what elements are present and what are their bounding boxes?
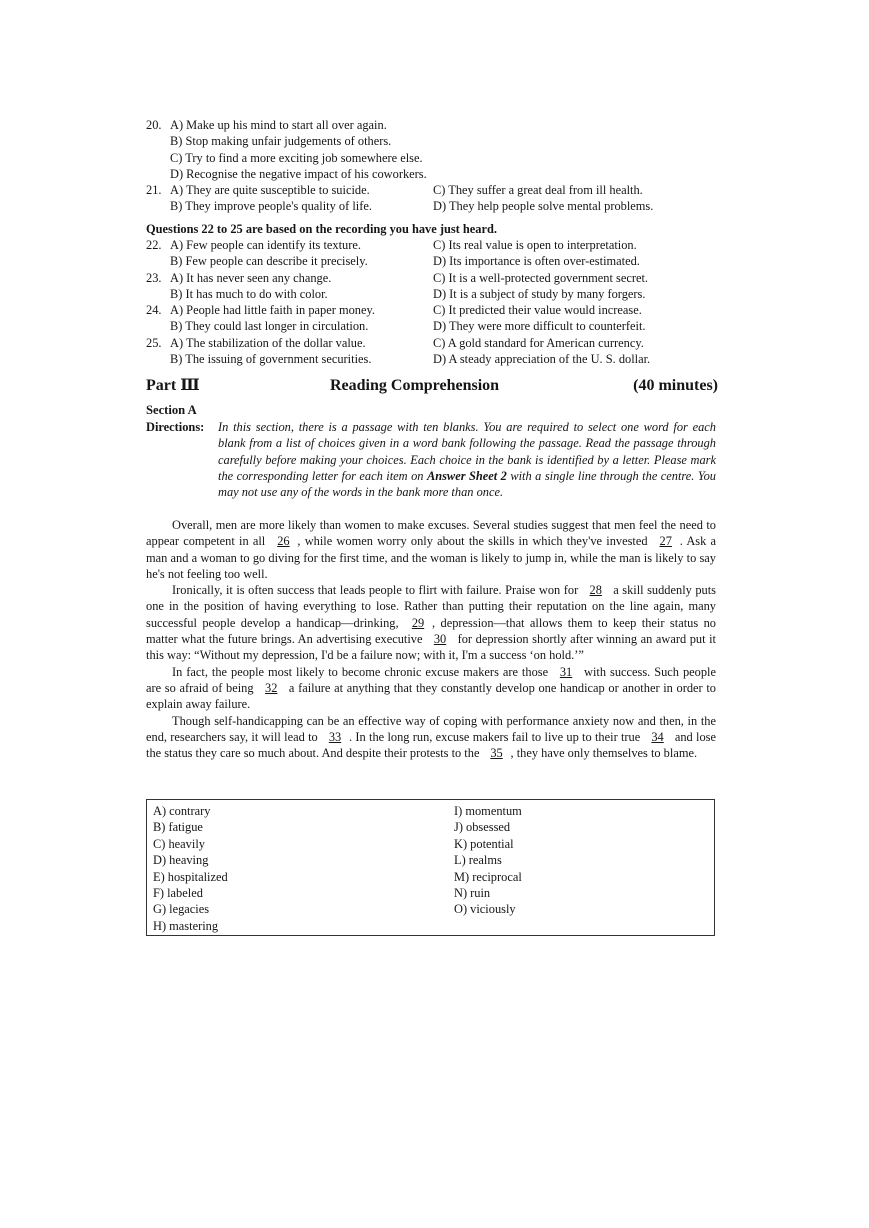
question-20-option-c xyxy=(146,150,716,166)
question-20-option-b xyxy=(146,133,716,149)
passage-text: and lose the status they care so much about. And despite their protests to the xyxy=(146,729,717,761)
option-d: D) They help people solve mental problems. xyxy=(433,199,654,214)
passage xyxy=(146,517,716,761)
word-choice-k: K) potential xyxy=(454,836,514,851)
option-a: A) They are quite susceptible to suicide. xyxy=(170,183,370,198)
word-choice-j: J) obsessed xyxy=(454,820,511,835)
passage-text: with success. Such people are so afraid of being xyxy=(146,664,716,695)
option-d: D) They were more difficult to counterfeit. xyxy=(433,319,646,334)
question-number: 20. xyxy=(146,118,162,132)
question-block-top xyxy=(146,117,716,215)
word-choice-c: C) heavily xyxy=(153,836,205,851)
word-bank-right-column xyxy=(454,803,522,918)
paragraph-2 xyxy=(146,582,716,663)
option-c: C) Try to find a more exciting job somewhere else. xyxy=(170,150,423,165)
answer-sheet-emphasis: Answer Sheet 2 xyxy=(426,468,507,483)
question-number: 21. xyxy=(146,183,162,198)
option-a: A) The stabilization of the dollar value. xyxy=(170,335,366,350)
blank-27: 27 xyxy=(659,534,672,549)
part-label: Part Ⅲ xyxy=(146,377,200,394)
word-bank xyxy=(146,799,715,936)
word-bank-left-column xyxy=(153,803,228,934)
question-number: 25. xyxy=(146,335,162,350)
option-a: A) It has never seen any change. xyxy=(170,270,332,285)
word-choice-h: H) mastering xyxy=(153,918,219,933)
question-number: 23. xyxy=(146,270,162,285)
question-number: 22. xyxy=(146,238,162,252)
word-choice-l: L) realms xyxy=(454,853,502,868)
passage-text: , depression—that allows them to keep their status no matter what the future brings. An advertising executive xyxy=(146,615,716,647)
blank-26: 26 xyxy=(277,534,290,549)
directions-label: Directions: xyxy=(146,420,205,434)
question-23 xyxy=(146,270,716,286)
passage-text: . Ask a man and a woman to go diving for the first time, and the woman is likely to jump in, while the man is likely to say he's not feeling too well. xyxy=(146,534,716,581)
option-b: B) They could last longer in circulation. xyxy=(170,319,369,334)
question-number: 24. xyxy=(146,303,162,318)
paragraph-4 xyxy=(146,713,716,762)
option-a: A) Few people can identify its texture. xyxy=(170,238,361,252)
passage-text: Though self-handicapping can be an effective way of coping with performance anxiety now and then, in the end, researchers say, it will lead to xyxy=(146,713,716,744)
passage-text: , while women worry only about the skills in which they've invested xyxy=(297,534,652,549)
word-choice-e: E) hospitalized xyxy=(153,869,228,884)
passage-text: Overall, men are more likely than women to make excuses. Several studies suggest that men feel the need to appear competent in all xyxy=(146,518,716,549)
question-24 xyxy=(146,302,716,318)
option-c: C) They suffer a great deal from ill health. xyxy=(433,183,643,198)
question-20-option-d xyxy=(146,166,716,182)
option-c: C) A gold standard for American currency. xyxy=(433,335,644,350)
option-b: B) The issuing of government securities. xyxy=(170,352,372,367)
question-20 xyxy=(146,117,716,133)
question-25-row-2 xyxy=(146,351,716,367)
directions-text-part: In this section, there is a passage with ten blanks. You are required to select one word for each blank from a list of choices given in a word bank following the passage. Read the passage through carefully before making your choices. Each choice in the bank is identified by a letter. Please mark the corresponding letter for each item on xyxy=(218,420,716,483)
option-c: C) It is a well-protected government secret. xyxy=(433,270,649,285)
question-block-bottom xyxy=(146,237,716,367)
part-title: Reading Comprehension xyxy=(330,377,500,394)
option-a: A) People had little faith in paper money. xyxy=(170,303,375,318)
paragraph-3 xyxy=(146,664,716,713)
passage-text: a failure at anything that they constantly develop one handicap or another in order to explain away failure. xyxy=(146,680,716,712)
passage-text: for depression shortly after winning an award put it this way: “Without my depression, I'd be a failure now; with it, I'm a success ‘on hold.’” xyxy=(146,632,716,663)
word-choice-n: N) ruin xyxy=(454,885,491,900)
option-b: B) It has much to do with color. xyxy=(170,286,328,301)
blank-32: 32 xyxy=(265,680,278,695)
blank-30: 30 xyxy=(433,632,447,647)
blank-28: 28 xyxy=(589,583,602,598)
word-choice-d: D) heaving xyxy=(153,853,209,868)
word-choice-f: F) labeled xyxy=(153,885,203,900)
passage-text: . In the long run, excuse makers fail to live up to their true xyxy=(349,729,644,744)
question-24-row-2 xyxy=(146,318,716,334)
word-choice-g: G) legacies xyxy=(153,902,210,917)
section-label: Section A xyxy=(146,403,197,417)
passage-text: Ironically, it is often success that leads people to flirt with failure. Praise won for xyxy=(172,583,582,598)
questions-heading: Questions 22 to 25 are based on the recording you have just heard. xyxy=(146,222,497,236)
blank-33: 33 xyxy=(328,729,342,744)
passage-text: , they have only themselves to blame. xyxy=(510,746,698,761)
question-25 xyxy=(146,335,716,351)
option-b: B) Stop making unfair judgements of others. xyxy=(170,134,392,149)
word-choice-m: M) reciprocal xyxy=(454,869,522,884)
option-d: D) A steady appreciation of the U. S. dollar. xyxy=(433,352,651,367)
passage-text: In fact, the people most likely to become chronic excuse makers are those xyxy=(172,664,553,679)
question-21-row-2 xyxy=(146,198,716,214)
part-time: (40 minutes) xyxy=(633,377,718,394)
word-choice-b: B) fatigue xyxy=(153,820,203,835)
word-choice-a: A) contrary xyxy=(153,804,211,818)
option-d: D) Its importance is often over-estimated. xyxy=(433,254,640,269)
question-22-row-2 xyxy=(146,253,716,269)
directions xyxy=(146,419,716,500)
option-c: C) Its real value is open to interpretation. xyxy=(433,238,637,252)
question-22 xyxy=(146,237,716,253)
option-a: A) Make up his mind to start all over again. xyxy=(170,118,387,132)
blank-35: 35 xyxy=(490,746,503,761)
blank-29: 29 xyxy=(411,615,425,630)
paragraph-1 xyxy=(146,517,716,582)
directions-text-part: with a single line through the centre. You may not use any of the words in the bank more than once. xyxy=(218,468,716,500)
option-d: D) Recognise the negative impact of his coworkers. xyxy=(170,166,427,181)
directions-text xyxy=(218,419,716,500)
blank-34: 34 xyxy=(651,729,664,744)
question-21 xyxy=(146,182,716,198)
option-c: C) It predicted their value would increase. xyxy=(433,303,642,318)
option-b: B) They improve people's quality of life. xyxy=(170,199,372,214)
question-23-row-2 xyxy=(146,286,716,302)
passage-text: a skill suddenly puts one in the position of having everything to lose. Rather than putting their reputation on the line again, many successful people develop a handicap—drinking, xyxy=(146,583,717,630)
option-b: B) Few people can describe it precisely. xyxy=(170,254,368,269)
blank-31: 31 xyxy=(559,664,573,679)
word-choice-o: O) viciously xyxy=(454,902,516,917)
option-d: D) It is a subject of study by many forgers. xyxy=(433,286,646,301)
word-choice-i: I) momentum xyxy=(454,804,522,818)
part-heading xyxy=(146,378,718,400)
